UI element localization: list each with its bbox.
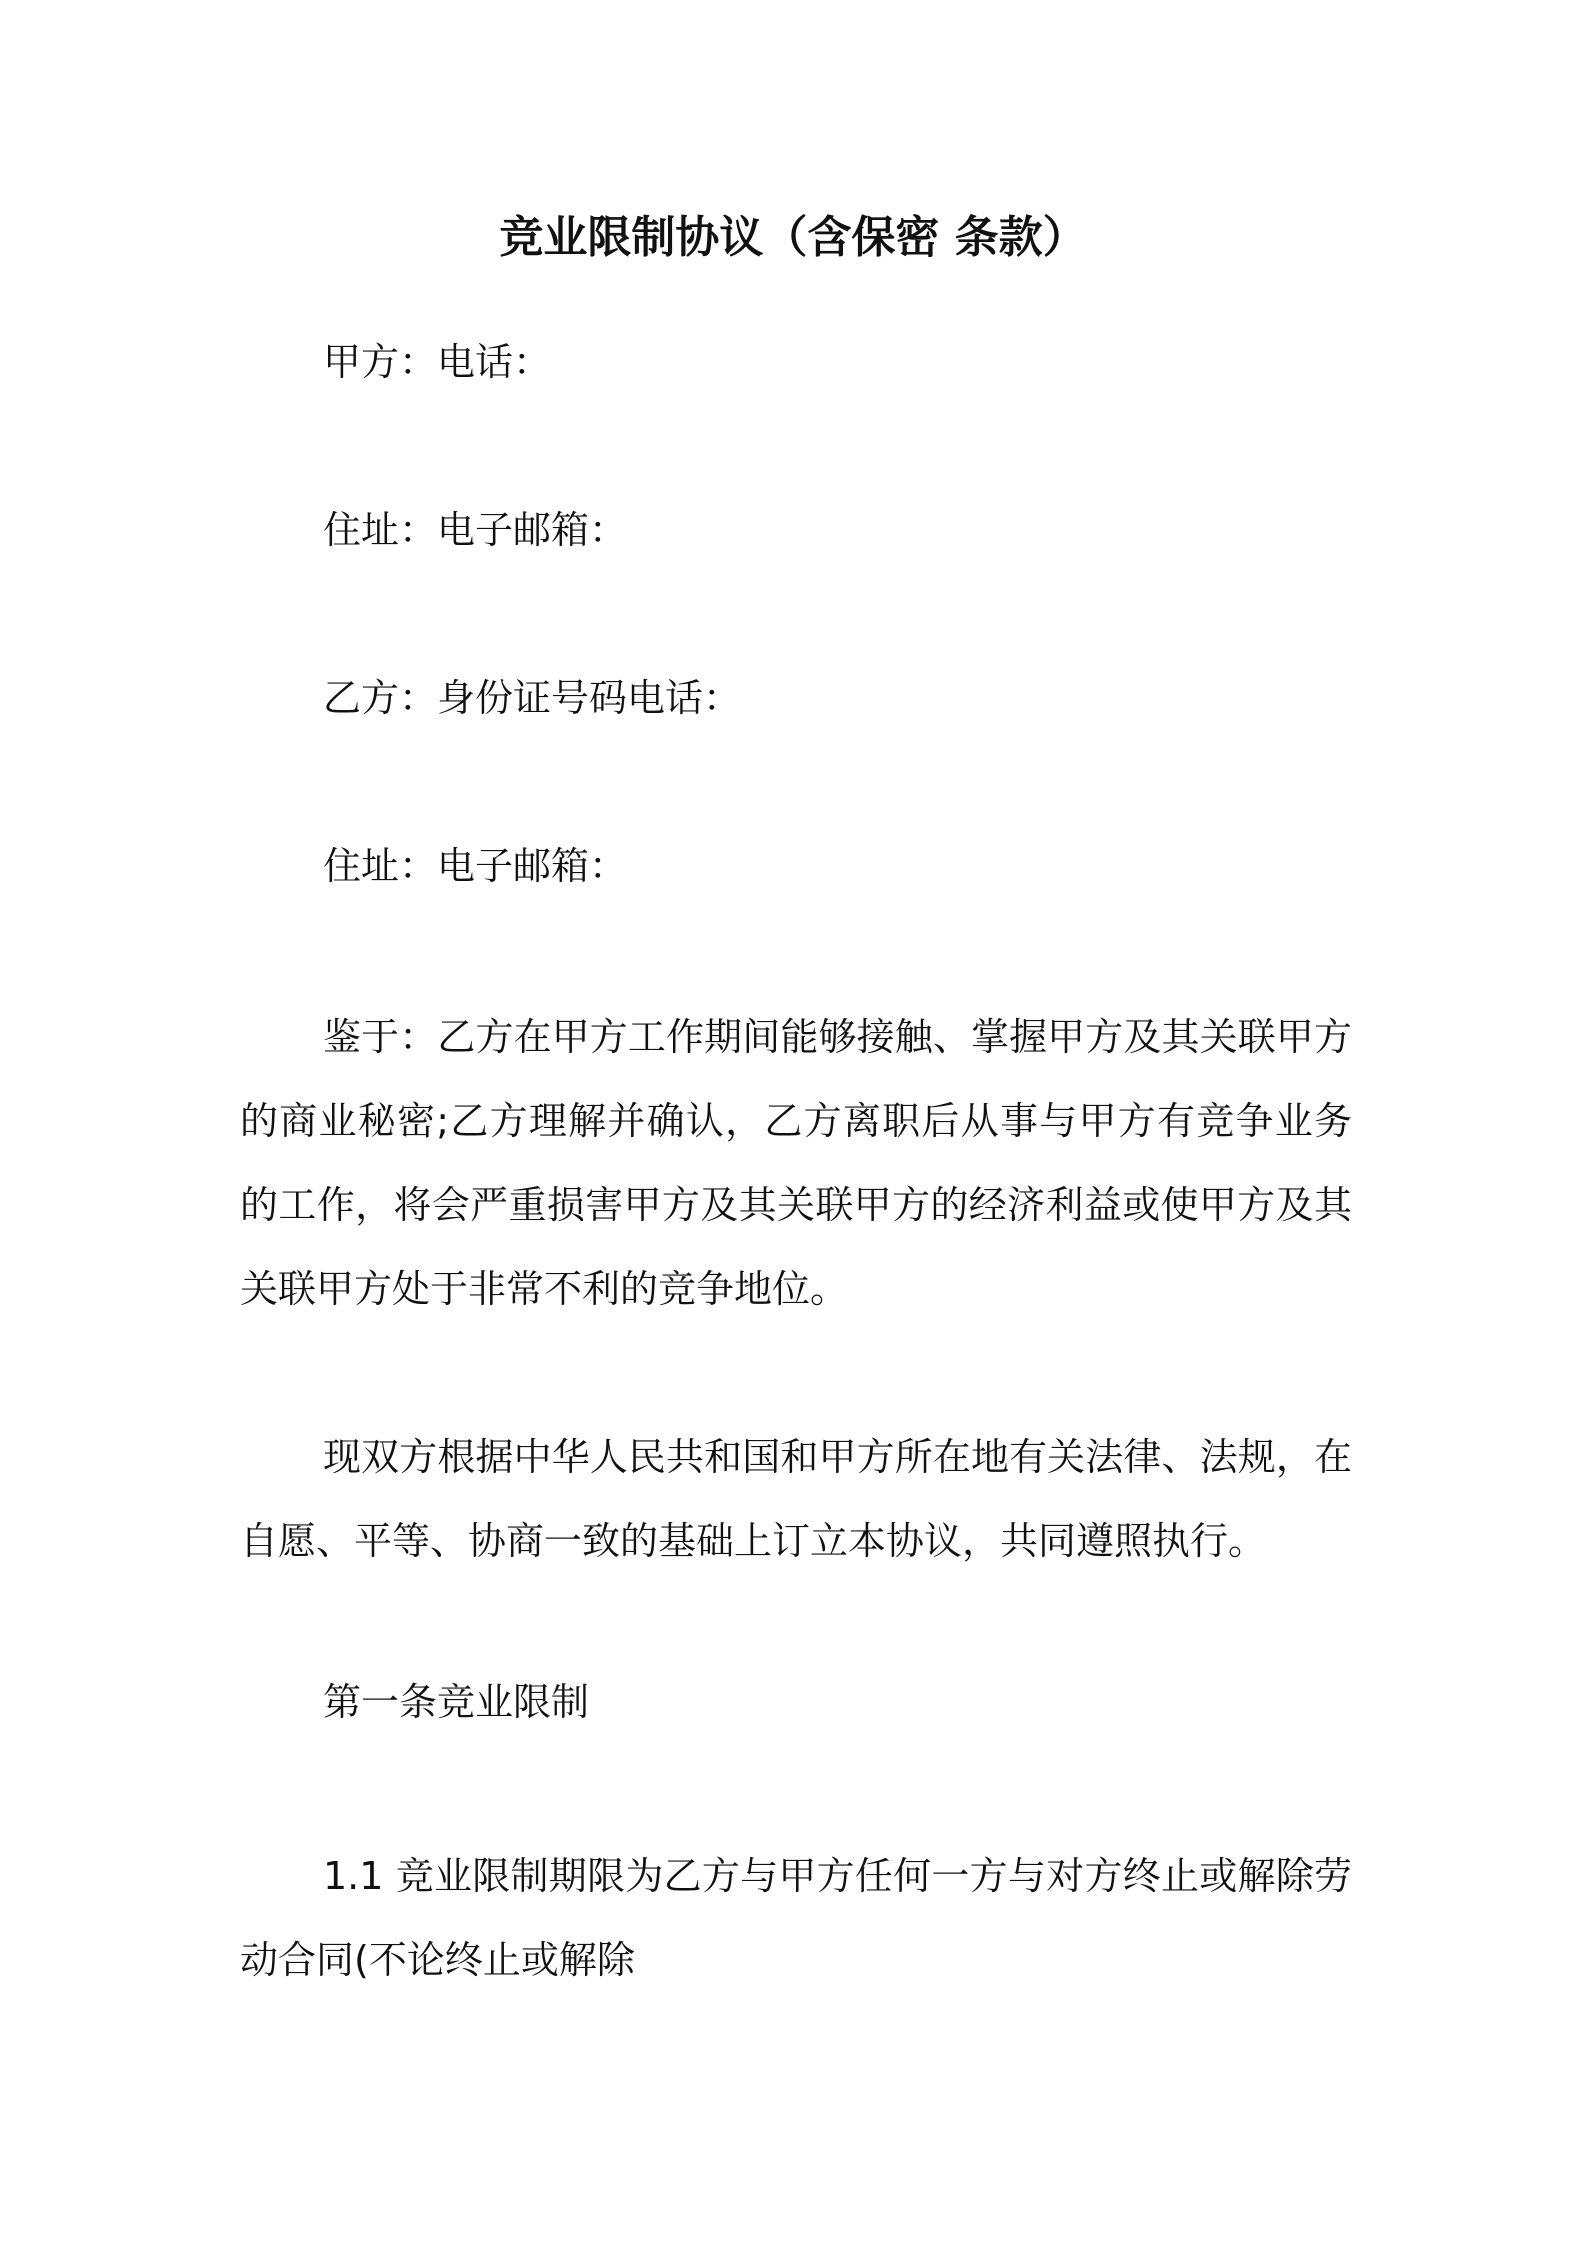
basis-paragraph: 现双方根据中华人民共和国和甲方所在地有关法律、法规，在自愿、平等、协商一致的基础上订立本协议，共同遵照执行。 xyxy=(240,1435,1352,1563)
article-1-heading: 第一条竞业限制 xyxy=(323,1680,590,1724)
party-b-contact-line: 乙方：身份证号码电话： xyxy=(323,676,742,720)
recital-paragraph: 鉴于：乙方在甲方工作期间能够接触、掌握甲方及其关联甲方的商业秘密;乙方理解并确认，乙方离职后从事与甲方有竞争业务的工作，将会严重损害甲方及其关联甲方的经济利益或使甲方及其关联甲方处于非常不利的竞争地位。 xyxy=(240,1015,1352,1311)
document-title: 竞业限制协议（含保密 条款） xyxy=(499,212,1087,263)
party-a-contact-line: 甲方：电话： xyxy=(323,340,552,384)
party-a-address-line: 住址：电子邮箱： xyxy=(323,508,628,552)
article-1-1-paragraph: 1.1 竞业限制期限为乙方与甲方任何一方与对方终止或解除劳动合同(不论终止或解除 xyxy=(240,1854,1352,1982)
party-b-address-line: 住址：电子邮箱： xyxy=(323,844,628,888)
